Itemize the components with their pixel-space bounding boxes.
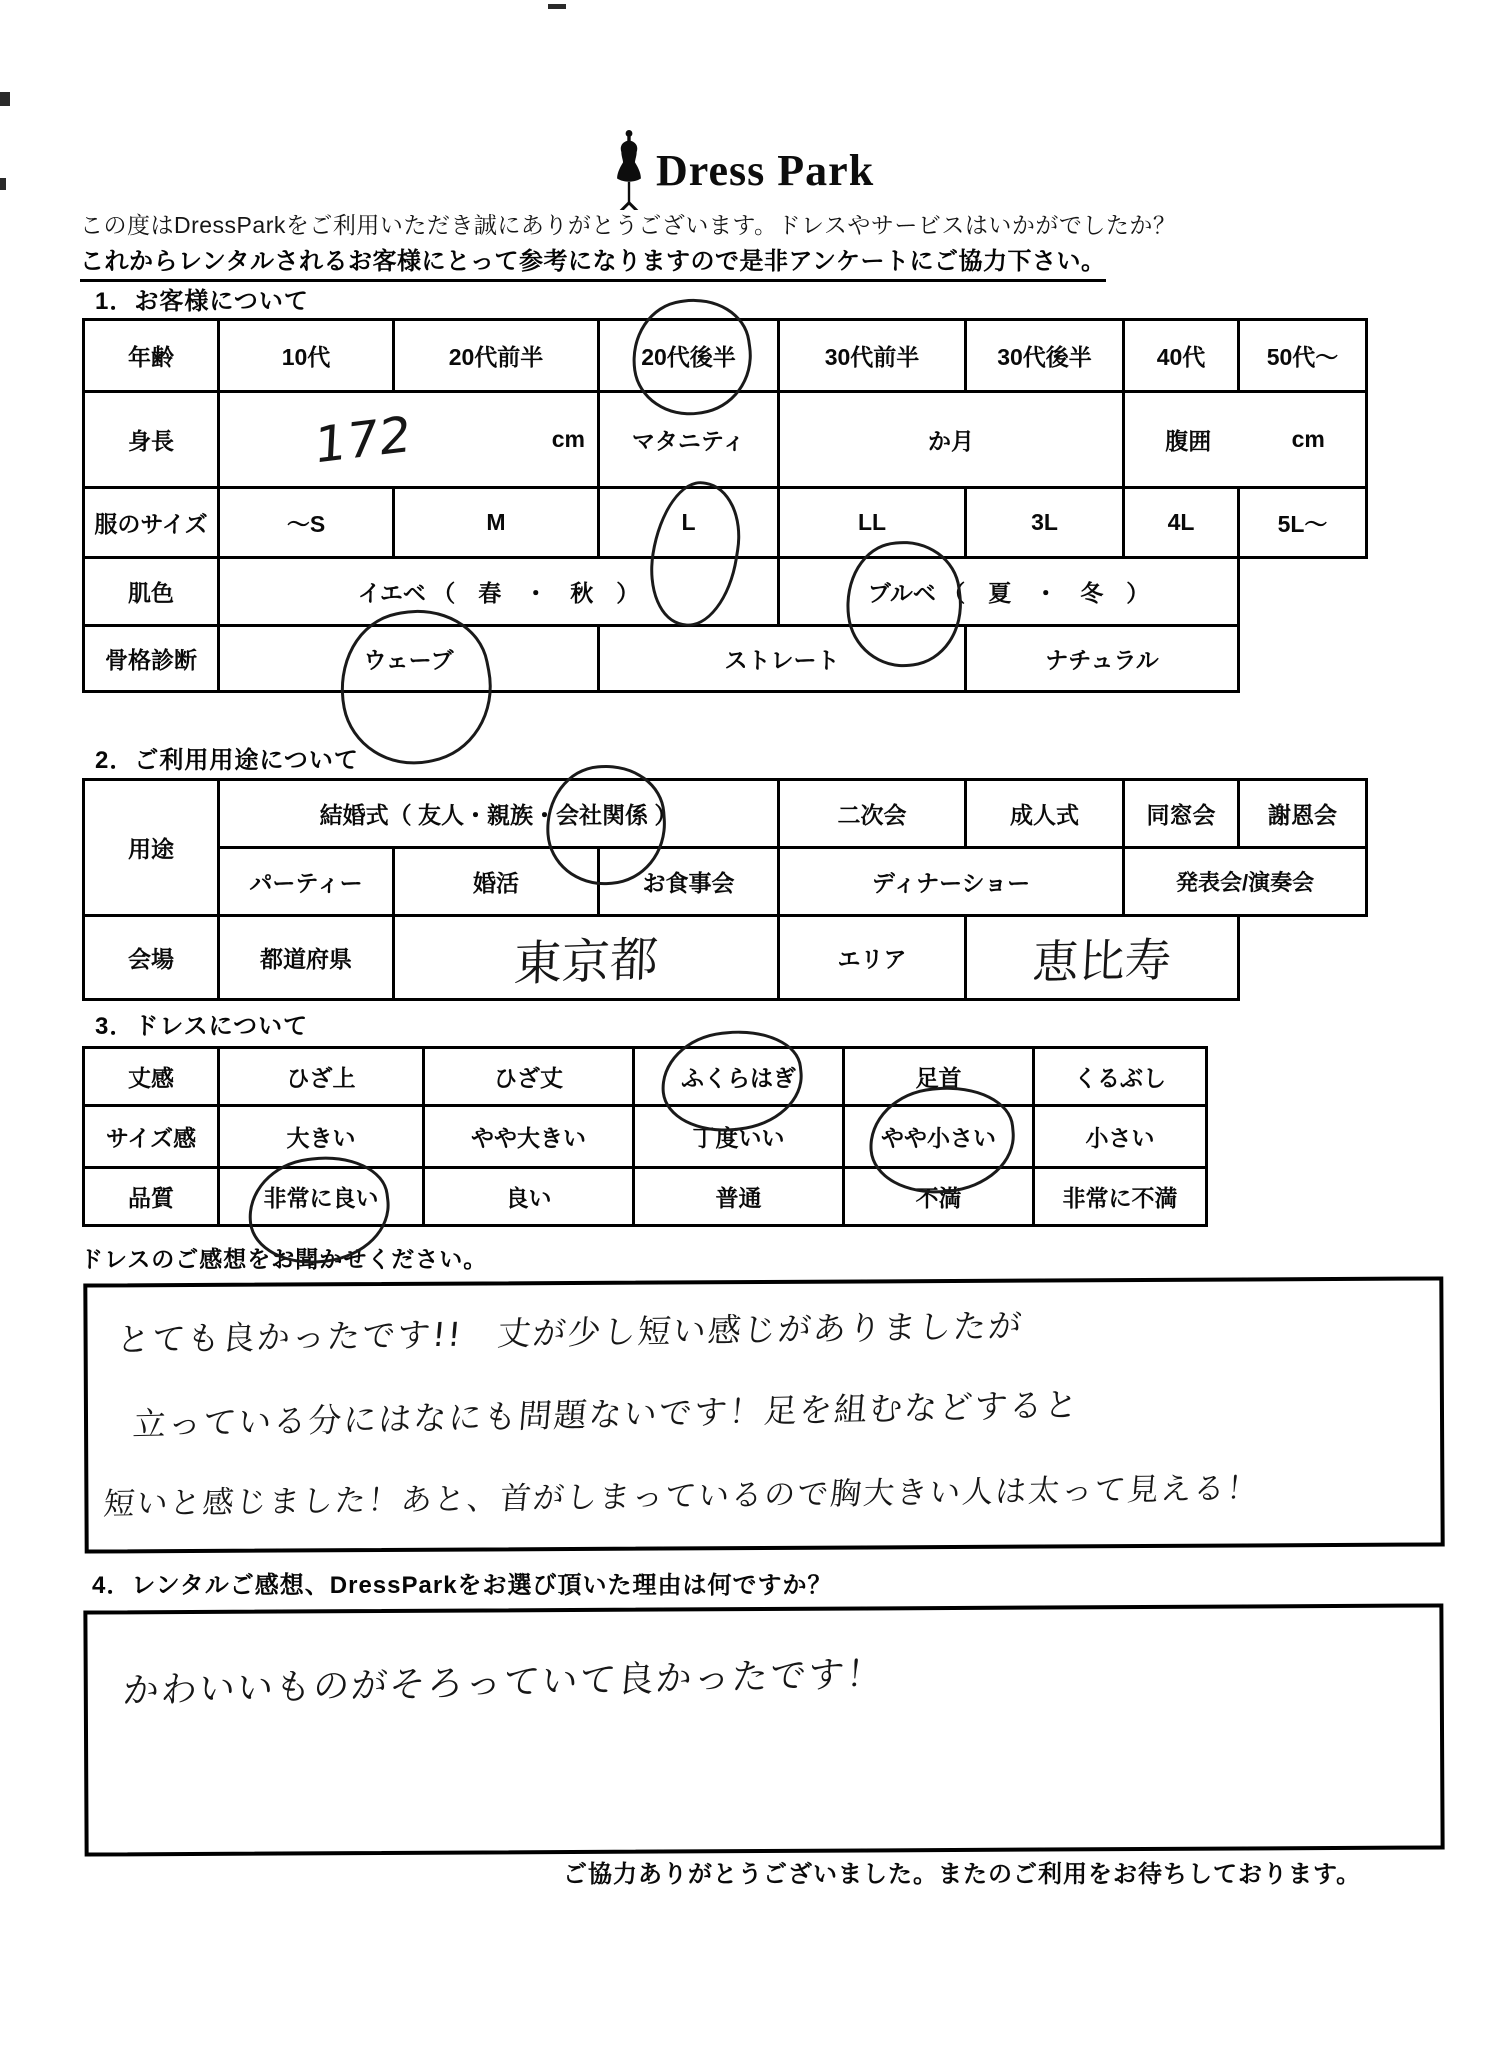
age-option-cell: 30代後半 (966, 320, 1124, 392)
fit-option-cell-selected (844, 1106, 1034, 1168)
frame-option-cell-selected (219, 626, 599, 692)
age-row-label: 年齢 (84, 320, 219, 392)
skin-blue-cell (779, 558, 1239, 626)
size-row-label: 服のサイズ (84, 488, 219, 558)
age-option-cell: 20代前半 (394, 320, 599, 392)
feedback-prompt: ドレスのご感想をお聞かせください。 (80, 1246, 488, 1272)
skin-row-label: 肌色 (84, 558, 219, 626)
usage-table (82, 778, 1368, 1001)
wave-selected (364, 642, 454, 675)
waist-label: 腹囲 (1165, 428, 1212, 454)
quality-option-cell: 普通 (634, 1168, 844, 1226)
maternity-months-cell: か月 (779, 392, 1124, 488)
frame-row-label: 骨格診断 (84, 626, 219, 692)
handwritten-area: 恵比寿 (1031, 932, 1173, 989)
wedding-circled-label: 会社関係 (556, 802, 649, 828)
age-option-cell: 10代 (219, 320, 394, 392)
scan-artifact (0, 178, 6, 190)
use-option-cell: お食事会 (599, 848, 779, 916)
handwritten-line: 立っている分にはなにも問題ないです！足を組むなどすると (131, 1384, 1082, 1444)
section2-title: 2．ご利用用途について (95, 747, 359, 774)
skin-yellow-cell (219, 558, 779, 626)
height-row-label: 身長 (84, 392, 219, 488)
quality-row-label: 品質 (84, 1168, 219, 1226)
maternity-label: マタニティ (599, 392, 779, 488)
quality-option-cell: 非常に不満 (1034, 1168, 1207, 1226)
closing-message: ご協力ありがとうございました。またのご利用をお待ちしております。 (563, 1861, 1362, 1888)
area-label: エリア (779, 916, 966, 1000)
frame-option-label: ウェーブ (363, 647, 454, 673)
frame-option-cell: ナチュラル (966, 626, 1239, 692)
length-option-cell: 足首 (844, 1048, 1034, 1106)
age-option-label: 20代後半 (641, 344, 736, 370)
use-option-cell: 成人式 (966, 780, 1124, 848)
blbe-label: ブルベ (867, 580, 936, 606)
size-option-cell: 3L (966, 488, 1124, 558)
age-option-cell: 40代 (1124, 320, 1239, 392)
age-option-cell: 50代～ (1239, 320, 1367, 392)
handwritten-prefecture: 東京都 (512, 931, 659, 993)
section4-title: 4．レンタルご感想、DressParkをお選び頂いた理由は何ですか？ (92, 1572, 833, 1599)
dress-form-icon (612, 128, 646, 212)
length-option-cell: くるぶし (1034, 1048, 1207, 1106)
handwritten-line: とても良かったです!! 丈が少し短い感じがありましたが (115, 1305, 1026, 1360)
length-option-cell: ひざ丈 (424, 1048, 634, 1106)
empty-area (1239, 626, 1367, 692)
dress-feedback-box (83, 1276, 1444, 1553)
venue-row-label: 会場 (84, 916, 219, 1000)
blbe-seasons: （ 夏 ・ 冬 ） (942, 580, 1150, 606)
size-option-cell: 4L (1124, 488, 1239, 558)
yebe-seasons: （ 春 ・ 秋 ） (432, 580, 640, 606)
empty-area (1239, 558, 1367, 626)
blbe-selected (868, 575, 936, 608)
quality-option-label: 非常に良い (263, 1185, 379, 1211)
wedding-circled (556, 797, 648, 830)
dress-table (82, 1046, 1208, 1227)
prefecture-value-cell (394, 916, 779, 1000)
size-option-cell: 5L～ (1239, 488, 1367, 558)
use-option-cell: 二次会 (779, 780, 966, 848)
height-unit: cm (551, 426, 585, 452)
quality-option-cell: 良い (424, 1168, 634, 1226)
reason-feedback-box (83, 1603, 1444, 1856)
quality-option-cell: 不満 (844, 1168, 1034, 1226)
use-row-label: 用途 (84, 780, 219, 916)
use-option-cell: 婚活 (394, 848, 599, 916)
section1-title: 1．お客様について (95, 288, 309, 315)
fit-row-label: サイズ感 (84, 1106, 219, 1168)
length-option-cell: ひざ上 (219, 1048, 424, 1106)
length-option-label: ふくらはぎ (681, 1065, 796, 1091)
use-option-cell: 発表会/演奏会 (1124, 848, 1367, 916)
length-row-label: 丈感 (84, 1048, 219, 1106)
brand-name: Dress Park (656, 145, 875, 195)
size-option-cell: LL (779, 488, 966, 558)
size-option-cell-selected (599, 488, 779, 558)
height-value-cell (219, 392, 599, 488)
yebe-label: イエベ (357, 580, 426, 606)
size-option-label: L (681, 509, 696, 535)
use-option-cell: 同窓会 (1124, 780, 1239, 848)
waist-unit: cm (1291, 426, 1325, 452)
intro-text-underlined: これからレンタルされるお客様にとって参考になりますので是非アンケートにご協力下さい。 (80, 241, 1106, 282)
fit-option-cell: 小さい (1034, 1106, 1207, 1168)
waist-cell (1124, 392, 1367, 488)
fit-option-cell: やや大きい (424, 1106, 634, 1168)
empty-area (1239, 916, 1367, 1000)
age-option-cell-selected (599, 320, 779, 392)
size-option-cell: ～S (219, 488, 394, 558)
use-option-cell: ディナーショー (779, 848, 1124, 916)
scan-artifact (0, 92, 10, 106)
intro-text: この度はDressParkをご利用いただき誠にありがとうございます。ドレスやサービスはいかがでしたか？ (80, 212, 1177, 238)
use-option-cell: パーティー (219, 848, 394, 916)
section3-title: 3．ドレスについて (95, 1013, 309, 1040)
fit-option-cell: 丁度いい (634, 1106, 844, 1168)
age-option-cell: 30代前半 (779, 320, 966, 392)
handwritten-answer: かわいいものがそろっていて良かったです！ (121, 1653, 886, 1712)
use-option-cell: 謝恩会 (1239, 780, 1367, 848)
handwritten-line: 短いと感じました！あと、首がしまっているので胸大きい人は太って見える！ (101, 1470, 1262, 1523)
wedding-cell (219, 780, 779, 848)
length-option-cell-selected (634, 1048, 844, 1106)
scan-artifact (548, 4, 566, 9)
prefecture-label: 都道府県 (219, 916, 394, 1000)
brand-logo (612, 128, 874, 212)
fit-option-label: やや小さい (881, 1125, 996, 1151)
customer-info-table (82, 318, 1368, 693)
area-value-cell (966, 916, 1239, 1000)
handwritten-height: 172 (312, 404, 413, 475)
wedding-prefix: 結婚式（ 友人・親族・ (319, 802, 557, 828)
frame-option-cell: ストレート (599, 626, 966, 692)
fit-option-cell: 大きい (219, 1106, 424, 1168)
wedding-suffix: ） (648, 802, 678, 828)
quality-option-cell-selected (219, 1168, 424, 1226)
size-option-cell: M (394, 488, 599, 558)
